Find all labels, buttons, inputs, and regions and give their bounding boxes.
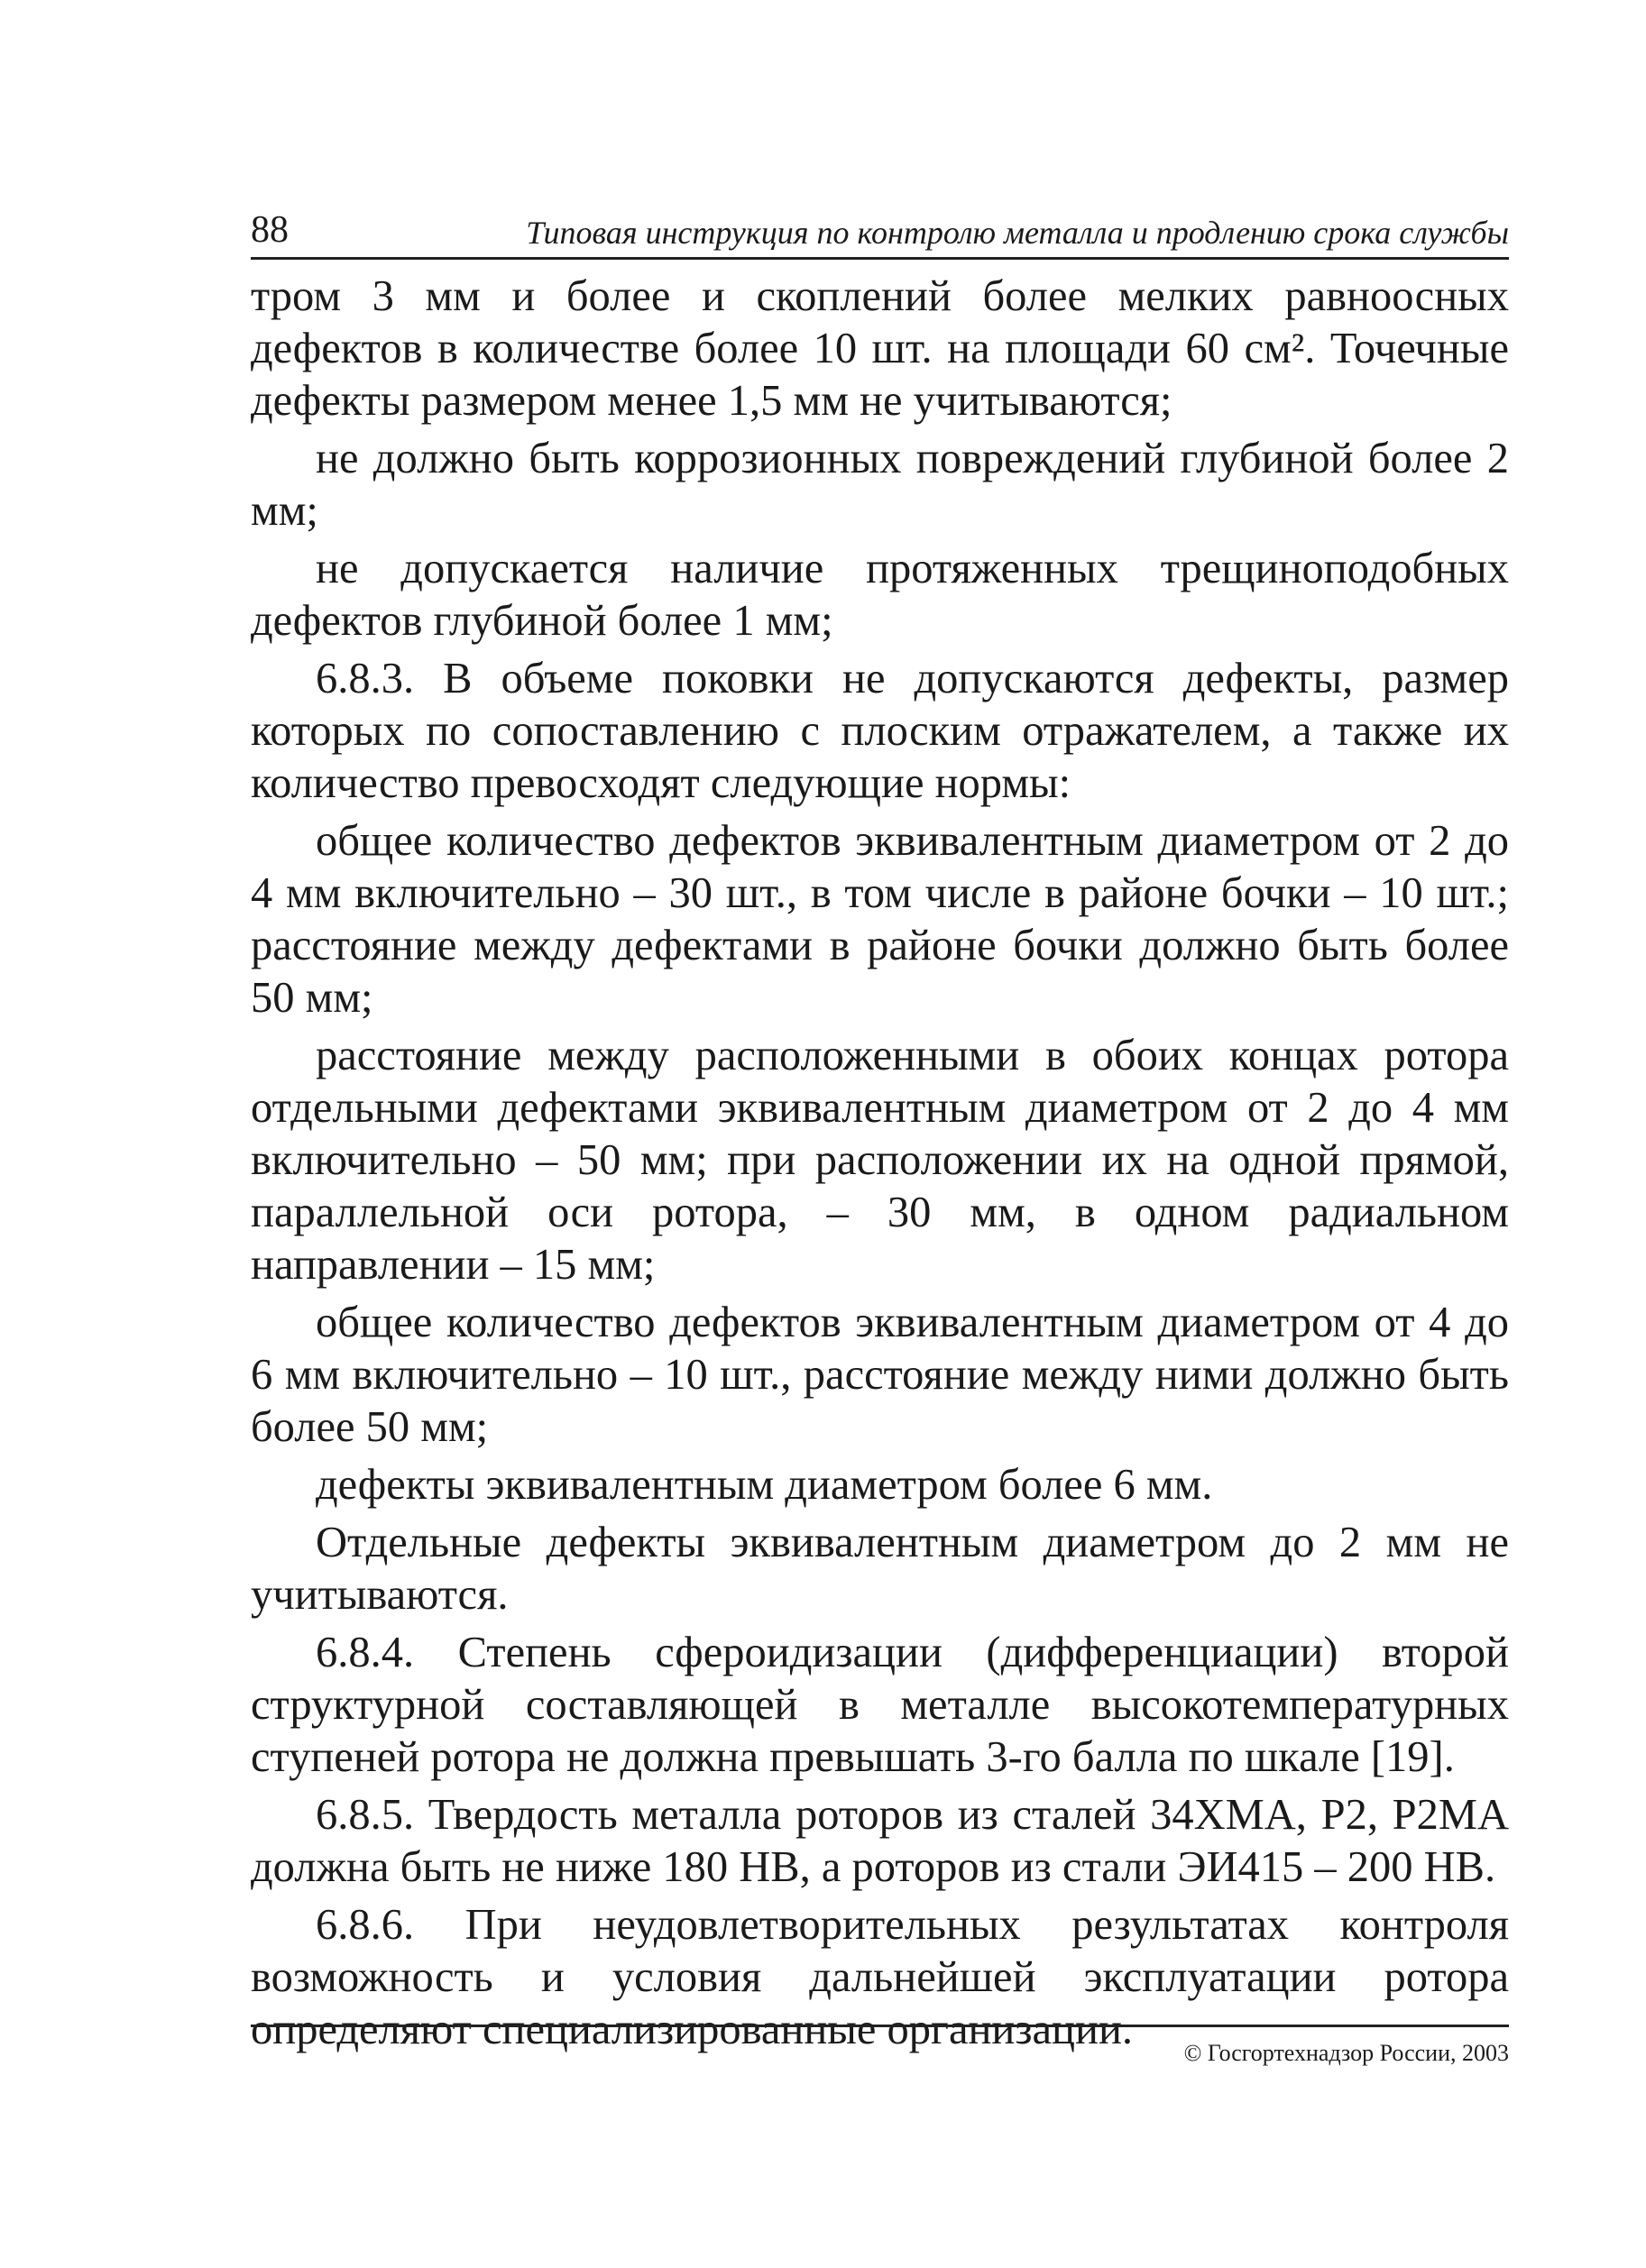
paragraph: тром 3 мм и более и скоплений более мелких равноосных дефектов в количестве более 10 шт. на площади 60 см². Точечные дефекты размером менее 1,5 мм не учитываются; <box>251 272 1509 425</box>
paragraph: не должно быть коррозионных повреждений глубиной более 2 мм; <box>251 435 1509 535</box>
paragraph: 6.8.6. При неудовлетворительных результатах контроля возможность и условия дальнейшей эксплуатации ротора определяют специализированные организации. <box>251 1901 1509 2053</box>
paragraph: Отдельные дефекты эквивалентным диаметром до 2 мм не учитываются. <box>251 1519 1509 1619</box>
page-number: 88 <box>251 209 289 251</box>
footer-rule <box>251 2025 1509 2027</box>
paragraph: не допускается наличие протяженных трещиноподобных дефектов глубиной более 1 мм; <box>251 545 1509 645</box>
copyright-notice: © Госгортехнадзор России, 2003 <box>1183 2040 1509 2066</box>
paragraph: 6.8.4. Степень сфероидизации (дифференциации) второй структурной составляющей в металле высокотемпературных ступеней ротора не должна превышать 3-го балла по шкале [19]. <box>251 1629 1509 1781</box>
paragraph: дефекты эквивалентным диаметром более 6 мм. <box>316 1461 1213 1509</box>
body-text <box>251 271 1509 2061</box>
paragraph: 6.8.5. Твердость металла роторов из сталей 34ХМА, Р2, Р2МА должна быть не ниже 180 НВ, а роторов из стали ЭИ415 – 200 НВ. <box>251 1791 1509 1891</box>
page-header <box>251 203 1509 260</box>
paragraph: расстояние между расположенными в обоих концах ротора отдельными дефектами эквивалентным диаметром от 2 до 4 мм включительно – 50 мм; при расположении их на одной прямой, параллельной оси ротора, – 30 мм, в одном радиальном направлении – 15 мм; <box>251 1032 1509 1289</box>
paragraph: общее количество дефектов эквивалентным диаметром от 4 до 6 мм включительно – 10 шт., расстояние между ними должно быть более 50 мм; <box>251 1299 1509 1451</box>
paragraph: 6.8.3. В объеме поковки не допускаются дефекты, размер которых по сопоставлению с плоским отражателем, а также их количество превосходят следующие нормы: <box>251 655 1509 807</box>
paragraph: общее количество дефектов эквивалентным диаметром от 2 до 4 мм включительно – 30 шт., в том числе в районе бочки – 10 шт.; расстояние между дефектами в районе бочки должно быть более 50 мм; <box>251 817 1509 1022</box>
running-title: Типовая инструкция по контролю металла и продлению срока службы <box>526 215 1509 251</box>
